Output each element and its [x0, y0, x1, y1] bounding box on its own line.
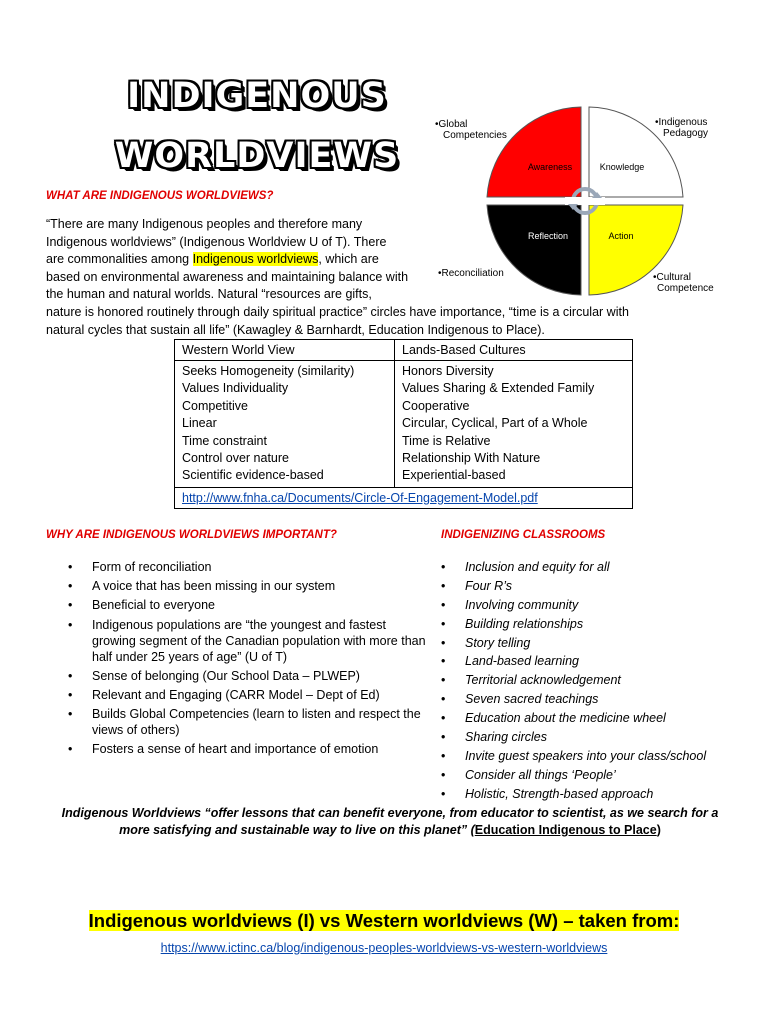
list-item: • Involving community — [441, 597, 579, 612]
list-item: • A voice that has been missing in our system — [68, 579, 336, 594]
list-item: • Four R’s — [441, 578, 513, 593]
list-item: • Form of reconciliation — [68, 560, 212, 574]
bottom-link-row — [0, 941, 768, 955]
list-item: • Beneficial to everyone — [68, 598, 215, 613]
table-link-cell — [175, 487, 633, 508]
table-column-western: Seeks Homogeneity (similarity) Values Individuality Competitive Linear Time constraint Control over nature Scientific evidence-based — [175, 361, 395, 488]
list-item: • Seven sacred teachings — [441, 692, 599, 707]
quadrant-label-reflection: Reflection — [527, 231, 569, 241]
list-item: • Consider all things ‘People’ — [441, 767, 616, 782]
list-item: • Invite guest speakers into your class/school — [441, 748, 707, 763]
quadrant-label-knowledge: Knowledge — [599, 162, 645, 172]
list-item: • Land-based learning — [441, 654, 579, 669]
table-header-lands: Lands-Based Cultures — [395, 340, 633, 361]
quote-source: Education Indigenous to Place — [474, 823, 657, 837]
list-item: • Building relationships — [441, 616, 584, 631]
list-item: • Territorial acknowledgement — [441, 673, 621, 688]
wheel-label-global: •Global Competencies — [435, 119, 507, 141]
highlighted-term: Indigenous worldviews — [192, 252, 319, 267]
quadrant-label-awareness: Awareness — [527, 162, 573, 172]
list-item: • Inclusion and equity for all — [441, 560, 610, 574]
indigenizing-heading: INDIGENIZING CLASSROOMS — [441, 529, 606, 541]
table-column-lands: Honors Diversity Values Sharing & Extended Family Cooperative Circular, Cyclical, Part of a Whole Time is Relative Relationship With Nature Experiential-based — [395, 361, 633, 488]
quadrant-label-action: Action — [608, 231, 634, 241]
why-list — [46, 559, 426, 761]
fnha-link[interactable]: http://www.fnha.ca/Documents/Circle-Of-Engagement-Model.pdf — [182, 490, 538, 505]
list-item: • Fosters a sense of heart and importance of emotion — [68, 742, 379, 757]
title-line-2: WORLDVIEWS — [114, 136, 400, 176]
wheel-label-reconciliation: •Reconciliation — [438, 268, 504, 279]
wheel-label-pedagogy: •Indigenous Pedagogy — [655, 117, 709, 139]
closing-quote: Indigenous Worldviews “offer lessons that can benefit everyone, from educator to scientist, as we search for a more satisfying and sustainable way to live on this planet” (Education Indigenous to Place) — [61, 806, 719, 837]
list-item: • Relevant and Engaging (CARR Model – Dept of Ed) — [68, 687, 380, 702]
indigenizing-list — [441, 559, 741, 805]
list-item: • Indigenous populations are “the youngest and fastest growing segment of the Canadian population with more than half under 25 years of age” (U of T) — [68, 617, 426, 664]
list-item: • Story telling — [441, 635, 531, 650]
intro-paragraph: “There are many Indigenous peoples and therefore many Indigenous worldviews” (Indigenous Worldview U of T). There are commonalities among Indigenous worldviews, which are based on environmental awareness and maintaining balance with the human and natural worlds. Natural “resources are gifts, nature is honored routinely through daily spiritual practice” circles have importance, “time is a circular with natural cycles that sustain all life” (Kawagley & Barnhardt, Education Indigenous to Place). — [46, 217, 629, 337]
list-item: • Education about the medicine wheel — [441, 711, 666, 726]
table-header-western: Western World View — [175, 340, 395, 361]
list-item: • Sense of belonging (Our School Data – PLWEP) — [68, 668, 360, 683]
list-item: • Builds Global Competencies (learn to listen and respect the views of others) — [68, 707, 421, 738]
wheel-label-cultural: •Cultural Competence — [653, 272, 714, 294]
why-heading: WHY ARE INDIGENOUS WORLDVIEWS IMPORTANT? — [46, 529, 337, 541]
list-item: • Holistic, Strength-based approach — [441, 786, 654, 801]
ictinc-link[interactable]: https://www.ictinc.ca/blog/indigenous-peoples-worldviews-vs-western-worldviews — [160, 941, 608, 955]
what-heading: WHAT ARE INDIGENOUS WORLDVIEWS? — [46, 190, 274, 202]
bottom-heading: Indigenous worldviews (I) vs Western worldviews (W) – taken from: — [88, 910, 680, 931]
comparison-table — [174, 339, 633, 509]
list-item: • Sharing circles — [441, 730, 547, 745]
title-line-1: INDIGENOUS — [127, 76, 387, 116]
